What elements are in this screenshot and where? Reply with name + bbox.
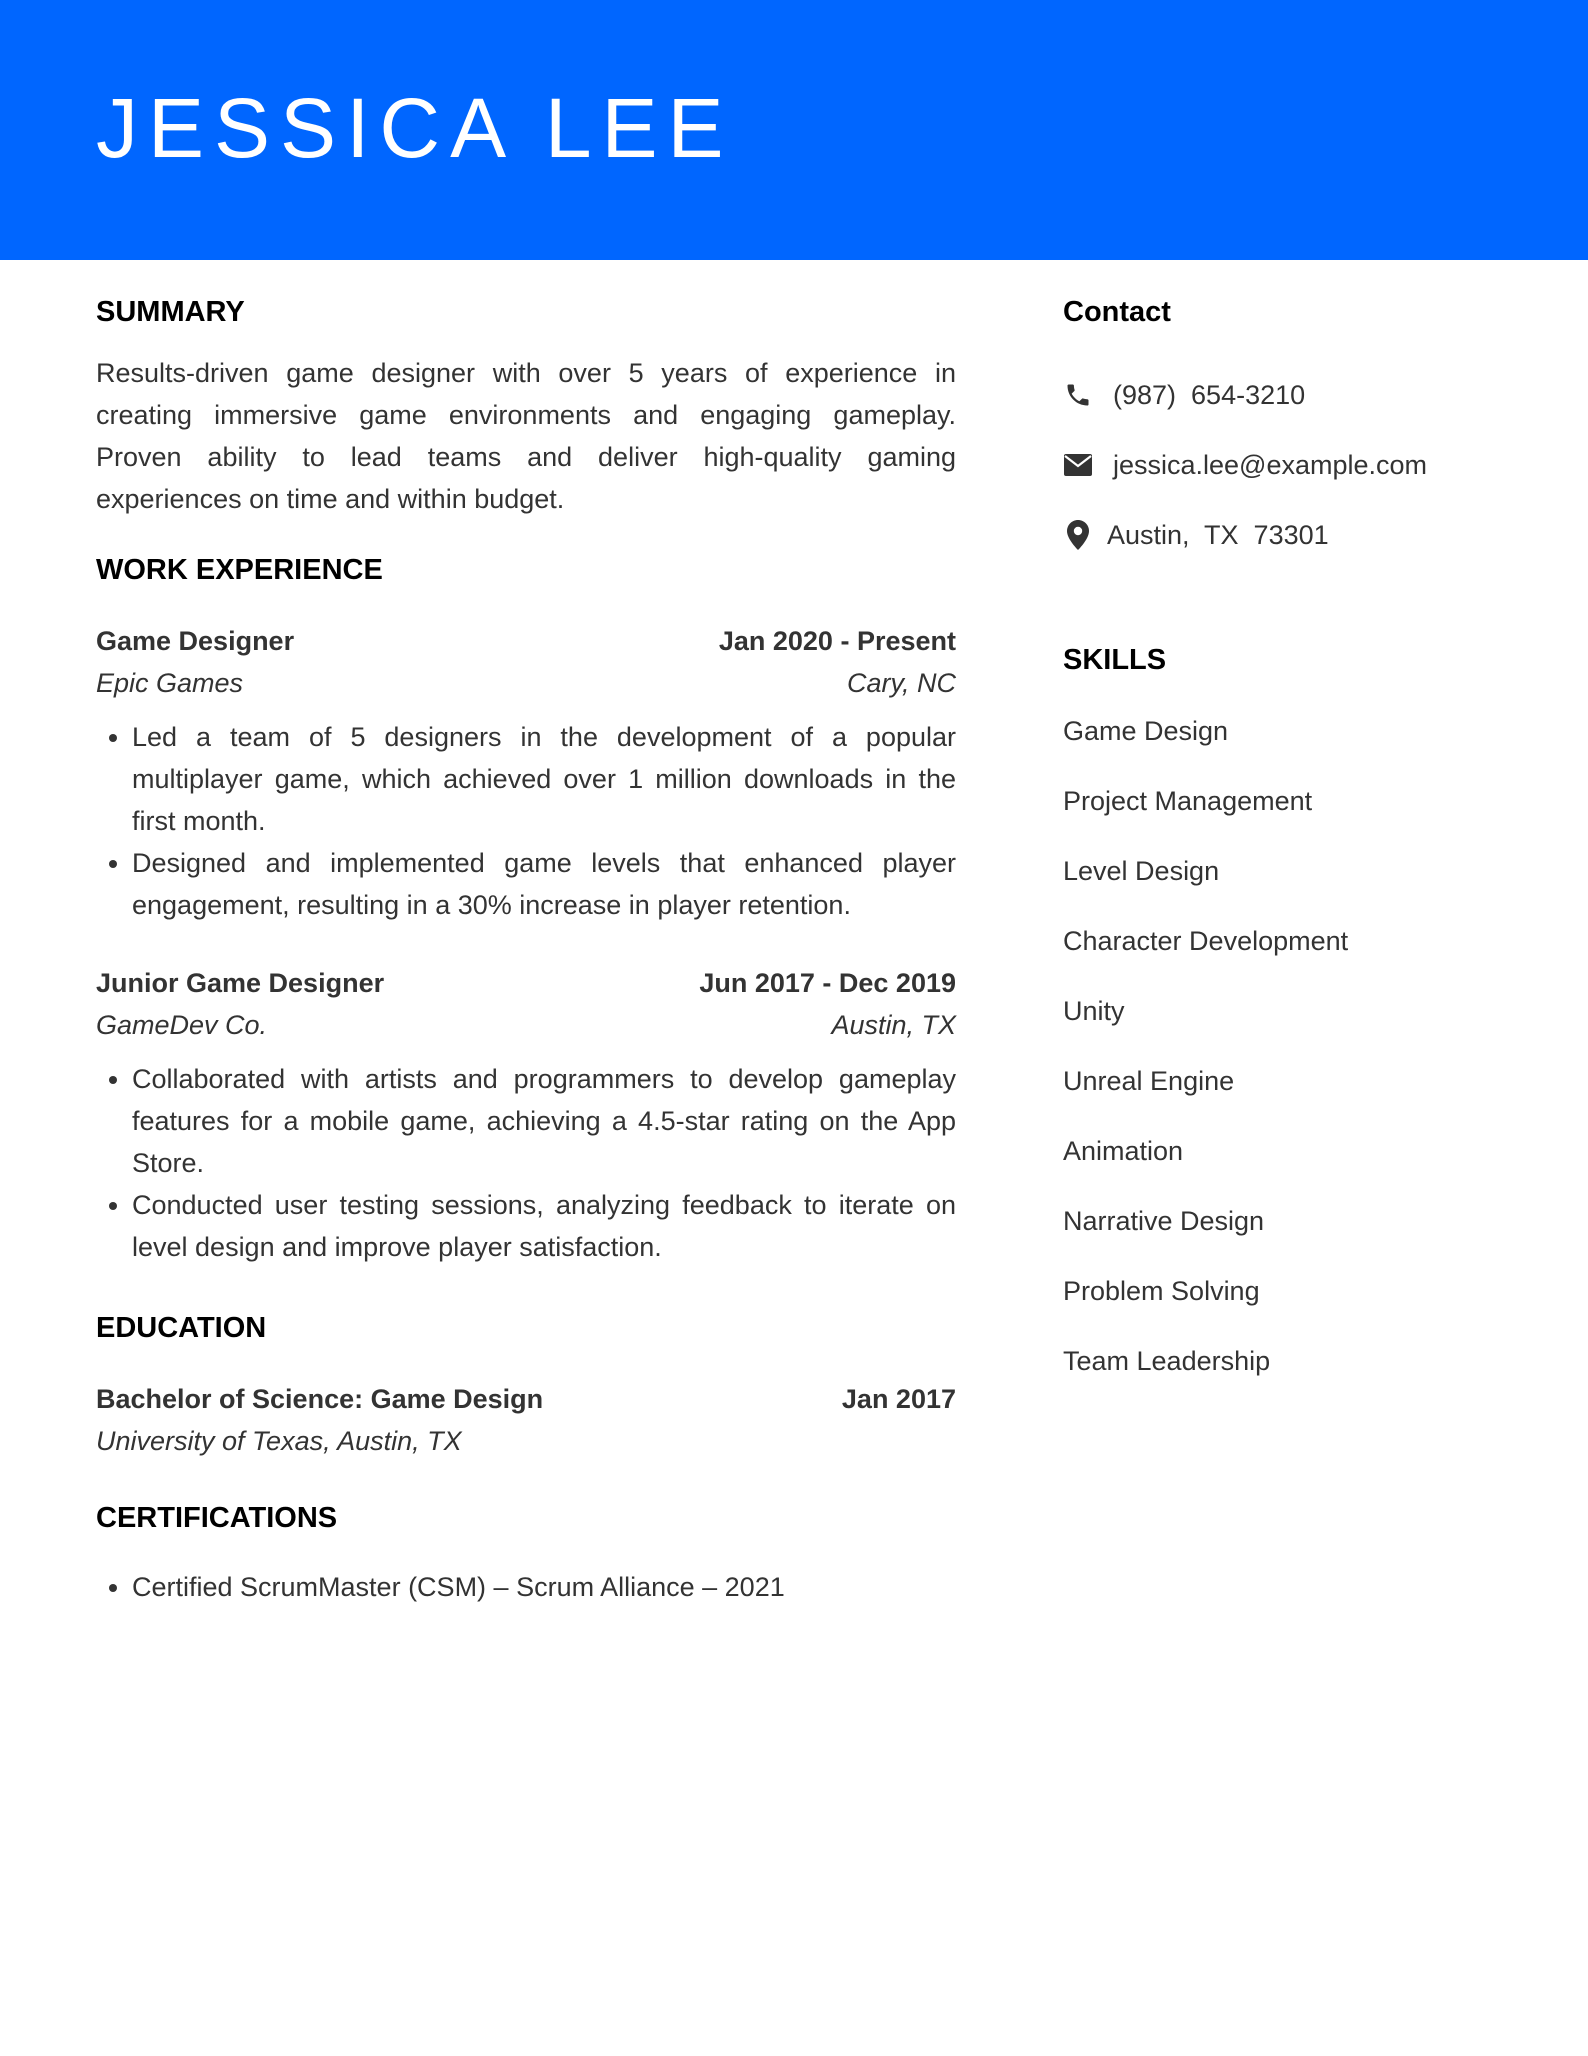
work-experience-heading: WORK EXPERIENCE <box>96 554 383 586</box>
certification-list <box>96 1566 956 1608</box>
job-company: GameDev Co. <box>96 1010 268 1040</box>
job-title: Game Designer <box>96 626 295 656</box>
skills-list <box>1063 696 1523 1396</box>
certification-item: • Certified ScrumMaster (CSM) – Scrum Alliance – 2021 <box>132 1566 956 1608</box>
certifications-heading: CERTIFICATIONS <box>96 1502 338 1534</box>
skill-item: Animation <box>1063 1136 1184 1166</box>
contact-heading: Contact <box>1063 296 1171 328</box>
job-bullet: • Collaborated with artists and programmers to develop gameplay features for a mobile game, achieving a 4.5-star rating on the App Store. <box>132 1058 956 1184</box>
skills-heading: SKILLS <box>1063 644 1167 676</box>
contact-section <box>1063 292 1523 570</box>
skill-item: Project Management <box>1063 786 1313 816</box>
skill-item: Narrative Design <box>1063 1206 1265 1236</box>
job-location: Austin, TX <box>831 1010 956 1040</box>
main-column <box>96 292 956 1608</box>
map-pin-icon <box>1063 520 1093 550</box>
envelope-icon <box>1063 450 1093 480</box>
candidate-name: JESSICA LEE <box>96 81 734 175</box>
job-title: Junior Game Designer <box>96 968 385 998</box>
education-heading: EDUCATION <box>96 1312 267 1344</box>
education-section <box>96 1308 956 1462</box>
contact-email <box>1063 430 1523 500</box>
skill-item: Team Leadership <box>1063 1346 1271 1376</box>
skill-item: Unity <box>1063 996 1125 1026</box>
contact-address <box>1063 500 1523 570</box>
summary-section <box>96 292 956 520</box>
skill-item: Unreal Engine <box>1063 1066 1235 1096</box>
work-experience-section <box>96 550 956 1268</box>
job-entry <box>96 620 956 926</box>
job-bullets <box>96 716 956 926</box>
phone-icon <box>1063 380 1093 410</box>
job-dates: Jan 2020 - Present <box>718 626 956 656</box>
job-entry <box>96 962 956 1268</box>
skills-section <box>1063 640 1523 1396</box>
summary-text: Results-driven game designer with over 5 years of experience in creating immersive game environments and engaging gameplay. Proven ability to lead teams and deliver high-quality gaming experiences on time and within budget. <box>96 358 956 514</box>
header-banner <box>0 0 1588 260</box>
summary-heading: SUMMARY <box>96 296 245 328</box>
degree-date: Jan 2017 <box>841 1384 956 1414</box>
school-name: University of Texas, Austin, TX <box>96 1426 462 1456</box>
address-text: Austin, TX 73301 <box>1107 519 1329 550</box>
job-company: Epic Games <box>96 668 244 698</box>
job-dates: Jun 2017 - Dec 2019 <box>699 968 956 998</box>
certifications-section <box>96 1498 956 1608</box>
skill-item: Level Design <box>1063 856 1220 886</box>
contact-phone <box>1063 360 1523 430</box>
phone-number[interactable]: (987) 654-3210 <box>1113 379 1306 410</box>
job-bullet: • Led a team of 5 designers in the development of a popular multiplayer game, which achieved over 1 million downloads in the first month. <box>132 716 956 842</box>
skill-item: Problem Solving <box>1063 1276 1260 1306</box>
job-location: Cary, NC <box>846 668 956 698</box>
email-address[interactable]: jessica.lee@example.com <box>1113 449 1428 480</box>
skill-item: Character Development <box>1063 926 1349 956</box>
job-bullet: • Conducted user testing sessions, analyzing feedback to iterate on level design and improve player satisfaction. <box>132 1184 956 1268</box>
job-bullets <box>96 1058 956 1268</box>
sidebar-column <box>1063 292 1523 1396</box>
degree-title: Bachelor of Science: Game Design <box>96 1384 544 1414</box>
skill-item: Game Design <box>1063 716 1229 746</box>
job-bullet: • Designed and implemented game levels that enhanced player engagement, resulting in a 30% increase in player retention. <box>132 842 956 926</box>
